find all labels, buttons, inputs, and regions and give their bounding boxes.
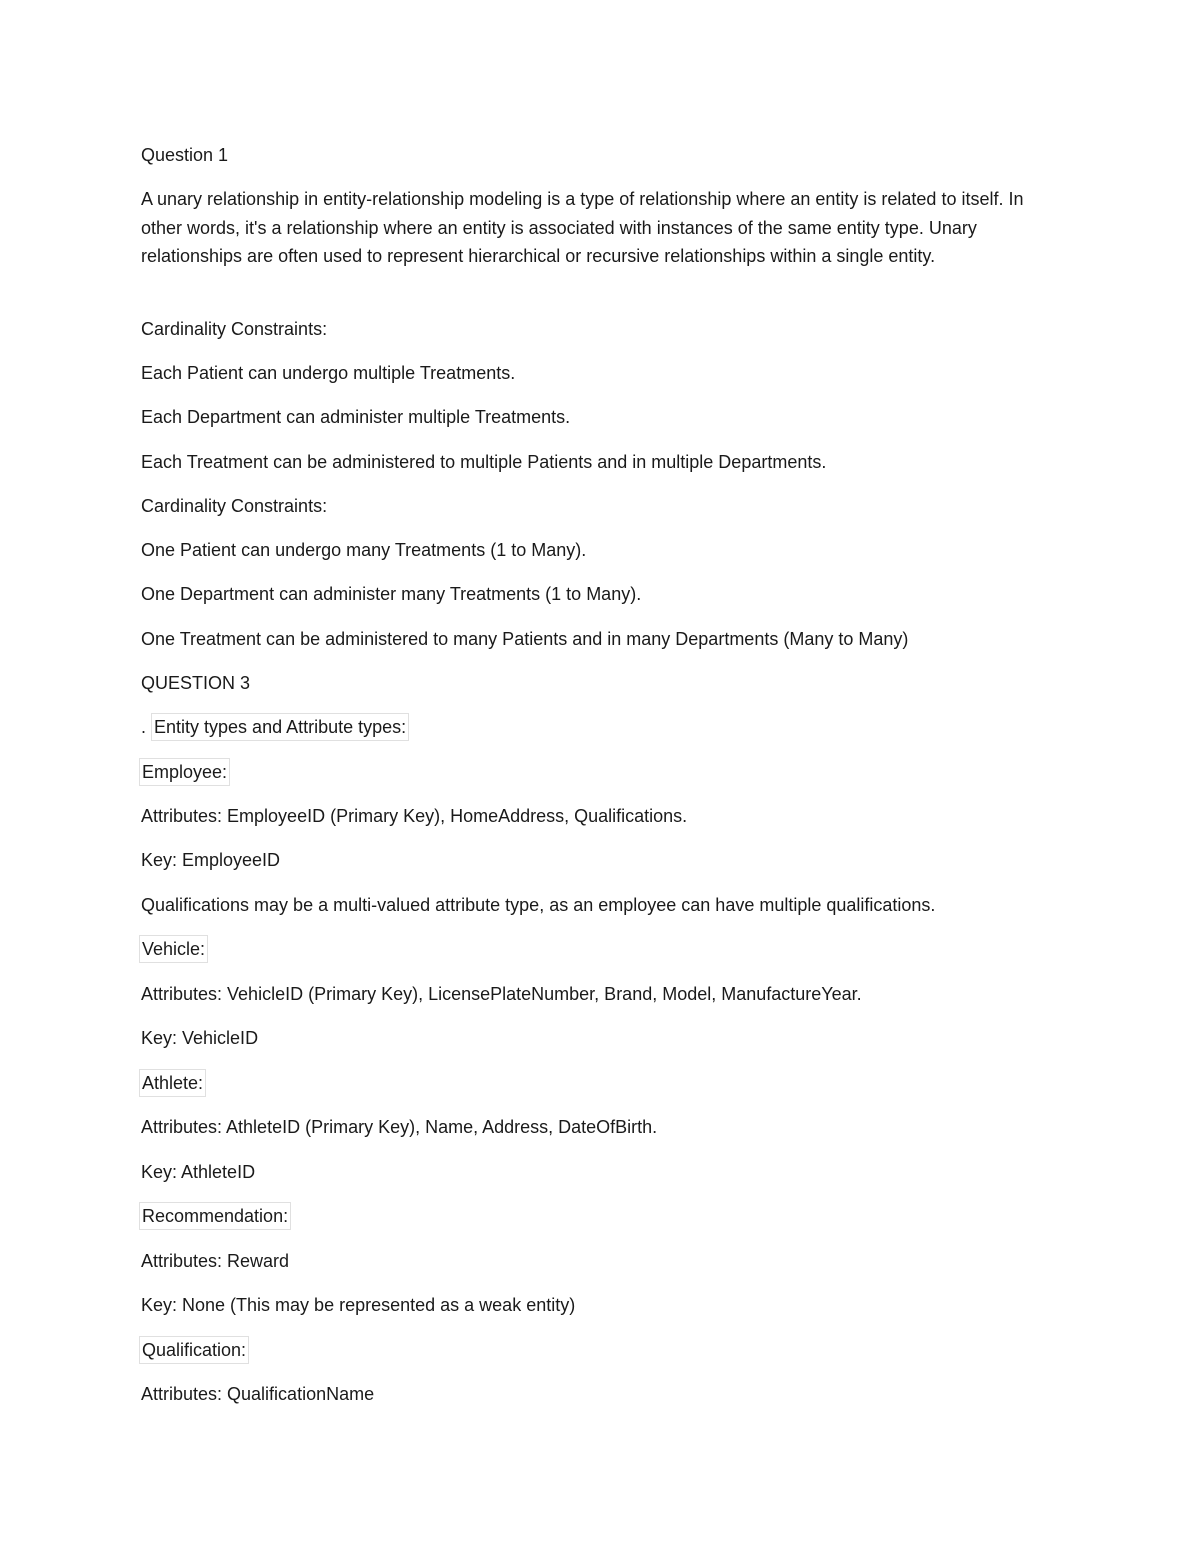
question-1-body: A unary relationship in entity-relationship modeling is a type of relationship where an entity is related to itself. In other words, it's a relationship where an entity is associated with instances of the same entity type. Unary relationships are often used to represent hierarchical or recursive relationships within a single entity. [141,189,1024,267]
patient-line: Each Patient can undergo multiple Treatments. [141,363,516,383]
vehicle-key: Key: VehicleID [141,1028,259,1048]
employee-heading-line [141,758,1061,787]
one-treatment-line: One Treatment can be administered to many Patients and in many Departments (Many to Many) [141,629,909,649]
athlete-attributes: Attributes: AthleteID (Primary Key), Name, Address, DateOfBirth. [141,1117,658,1137]
department-line: Each Department can administer multiple Treatments. [141,407,571,427]
recommendation-heading-line [141,1202,1061,1231]
entity-types-line [141,713,1061,742]
one-department-line: One Department can administer many Treatments (1 to Many). [141,584,642,604]
qualification-heading: Qualification: [139,1336,249,1364]
cardinality-heading-1: Cardinality Constraints: [141,319,328,339]
vehicle-attributes: Attributes: VehicleID (Primary Key), LicensePlateNumber, Brand, Model, ManufactureYear. [141,984,862,1004]
treatment-line: Each Treatment can be administered to multiple Patients and in multiple Departments. [141,452,827,472]
cardinality-heading-2: Cardinality Constraints: [141,496,328,516]
employee-key: Key: EmployeeID [141,850,281,870]
athlete-heading: Athlete: [139,1069,206,1097]
athlete-heading-line [141,1069,1061,1098]
entity-types-prefix: . [141,717,152,737]
one-patient-line: One Patient can undergo many Treatments (1 to Many). [141,540,587,560]
recommendation-heading: Recommendation: [139,1202,291,1230]
vehicle-heading: Vehicle: [139,935,208,963]
vehicle-heading-line [141,935,1061,964]
recommendation-attributes: Attributes: Reward [141,1251,290,1271]
recommendation-key: Key: None (This may be represented as a weak entity) [141,1295,576,1315]
entity-types-heading: Entity types and Attribute types: [151,713,409,741]
question-3-heading: QUESTION 3 [141,673,251,693]
athlete-key: Key: AthleteID [141,1162,256,1182]
employee-attributes: Attributes: EmployeeID (Primary Key), HomeAddress, Qualifications. [141,806,688,826]
qualification-heading-line [141,1336,1061,1365]
employee-heading: Employee: [139,758,230,786]
question-1-heading: Question 1 [141,145,229,165]
employee-note: Qualifications may be a multi-valued attribute type, as an employee can have multiple qualifications. [141,895,936,915]
qualification-attributes: Attributes: QualificationName [141,1384,375,1404]
